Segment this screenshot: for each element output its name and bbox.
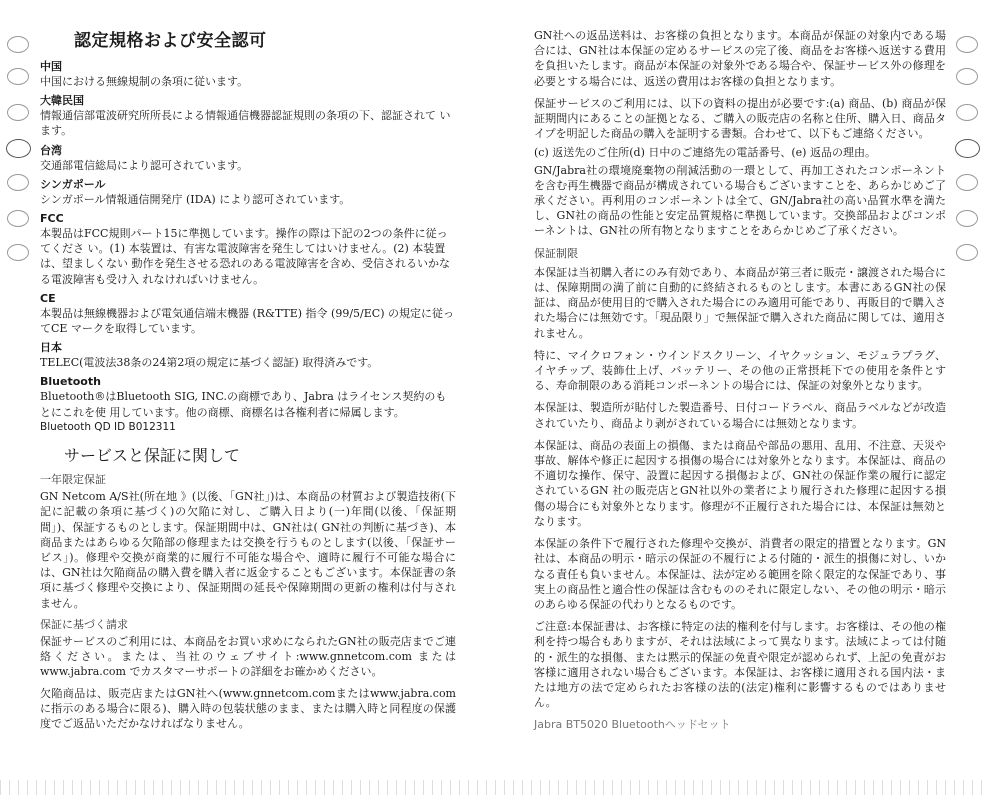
cert-body-fcc: 本製品はFCC規則パート15に準拠しています。操作の際は下記の2つの条件に従ってくださ い。(1) 本装置は、有害な電波障害を発生してはいけません。(2) 本装置は、望ましくない 動作を発生させる恐れのある電波障害を含め、受信されるいかなる電波障害も受け入 れなければいけません。 — [40, 227, 451, 286]
cert-heading-korea: 大韓民国 — [40, 94, 84, 108]
service-title: サービスと保証に関して — [64, 446, 241, 466]
refurbished-parts-paragraph: GN/Jabra社の環境廃棄物の削減活動の一環として、再加工されたコンポーネントを含む再生機器で商品が構成されている場合もございますことを、あらかじめご了承ください。再利用のコンポーネントは全て、GN/Jabra社の高い品質水準を満たし、GN社の商品の性能と安定品質規格に準拠しています。交換部品およびコンポーネントは、GN社の所有物となりますことをあらかじめご了承ください。 — [534, 163, 946, 238]
cert-heading-taiwan: 台湾 — [40, 143, 62, 157]
binder-hole — [7, 104, 29, 121]
cert-body-ce: 本製品は無線機器および電気通信端末機器 (R&TTE) 指令 (99/5/EC) の規定に従ってCE マークを取得しています。 — [40, 306, 454, 336]
binder-hole — [7, 210, 29, 227]
claim-subheading: 保証に基づく請求 — [40, 617, 128, 631]
page-title: 認定規格および安全認可 — [74, 31, 267, 51]
consumables-paragraph: 特に、マイクロフォン・ウインドスクリーン、イヤクッション、モジュラプラグ、イヤチップ、装飾仕上げ、バッテリー、その他の正常摂耗下での使用を条件とする、寿命制限のある消耗コンポーネントの場合には、保証の対象外となります。 — [534, 348, 946, 393]
binder-hole — [7, 174, 29, 191]
limitations-subheading: 保証制限 — [534, 246, 578, 260]
cert-body-china: 中国における無線規制の条項に従います。 — [40, 75, 249, 88]
claim-body: 保証サービスのご利用には、本商品をお買い求めになられたGN社の販売店までご連絡ください。または、当社のウェブサイト:www.gnnetcom.com またはwww.jabra.com でカスタマーサポートの詳細をお確かめください。 — [40, 635, 456, 679]
cert-heading-ce: CE — [40, 291, 56, 305]
legal-rights-paragraph: ご注意:本保証書は、お客様に特定の法的権利を付与します。お客様は、その他の権利を持つ場合もありますが、それは法域によって異なります。法域によっては付随的・派生的な損傷、または黙示的保証の免責や限定が認められず、上記の免責がお客様に適用されない場合もございます。本保証は、お客様に適用される国内法・または地方の法で定められたお客様の法的(法定)権利に影響するものではありません。 — [534, 620, 946, 710]
cert-body-bluetooth: Bluetooth®はBluetooth SIG, INC.の商標であり、Jabra はライセンス契約のもとにこれを使 用しています。他の商標、商標名は各権利者に帰属します。 — [40, 390, 447, 419]
return-shipping-paragraph: GN社への返品送料は、お客様の負担となります。本商品が保証の対象内である場合には、GN社は本保証の定めるサービスの完了後、商品をお客様へ返送する費用を負担いたします。商品が本保証の対象外である場合や、保証サービス外の修理を必要とする場合には、返送の費用はお客様の負担となります。 — [534, 29, 946, 88]
cert-heading-singapore: シンガポール — [40, 177, 106, 191]
binder-hole — [956, 174, 978, 191]
cert-heading-bluetooth: Bluetooth — [40, 375, 101, 389]
cert-heading-china: 中国 — [40, 60, 62, 73]
defect-return-body: 欠陥商品は、販売店またはGN社へ(www.gnnetcom.comまたはwww.jabra.comに指示のある場合に限る)、購入時の包装状態のまま、または購入時と同程度の保護度でご返品いただかなければなりません。 — [40, 686, 456, 731]
cert-body-japan: TELEC(電波法38条の24第2項の規定に基づく認証) 取得済みです。 — [40, 356, 379, 370]
binder-hole-large — [955, 139, 980, 158]
remedy-paragraph: 本保証の条件下で履行された修理や交換が、消費者の限定的措置となります。GN社は、本商品の明示・暗示の保証の不履行による付随的・派生的損傷に対し、いかなる責任も負いません。本保証は、法が定める範囲を除く限定的な保証であり、事実上の商品性と適合性の保証は含むもののそれに限定しない、その他の明示・暗示のあらゆる保証の代わりとなるものです。 — [534, 537, 946, 611]
binder-hole-large — [6, 139, 31, 158]
warranty-subheading: 一年限定保証 — [40, 473, 106, 487]
cert-heading-japan: 日本 — [40, 341, 62, 355]
binder-hole — [956, 244, 978, 261]
damage-exclusion-paragraph: 本保証は、商品の表面上の損傷、または商品や部品の悪用、乱用、不注意、天災や事故、解体や修正に起因する損傷の場合には対象外となります。本保証は、商品の不適切な操作、保守、設置に起因する損傷および、GN社の保証作業の履行に認定されているGN 社の販売店とGN社以外の業者により履行された修理に起因する損傷の場合にも対象外となります。修理が不正履行された場合には、本保証は無効となります。 — [534, 438, 946, 528]
binder-hole — [956, 104, 978, 121]
left-column — [40, 30, 456, 737]
cert-body-taiwan: 交通部電信総局により認可されています。 — [40, 158, 249, 172]
binder-hole — [7, 68, 29, 85]
contact-info-paragraph: (c) 返送先のご住所(d) 日中のご連絡先の電話番号、(e) 返品の理由。 — [534, 146, 876, 160]
binder-hole — [956, 210, 978, 227]
product-footer: Jabra BT5020 Bluetoothヘッドセット — [534, 718, 731, 732]
labels-paragraph: 本保証は、製造所が貼付した製造番号、日付コードラベル、商品ラベルなどが改造されていたり、商品より剥がされている場合には無効となります。 — [534, 401, 946, 430]
bluetooth-qd-id: Bluetooth QD ID B012311 — [40, 420, 176, 433]
cert-heading-fcc: FCC — [40, 212, 64, 226]
binder-hole — [956, 36, 978, 53]
binder-hole — [7, 244, 29, 261]
required-documents-paragraph: 保証サービスのご利用には、以下の資料の提出が必要です:(a) 商品、(b) 商品が保証期間内にあることの証拠となる、ご購入の販売店の名称と住所、購入日、商品タイプを明記した商品の購入を証明する書類。合わせて、以下もご連絡ください。 — [534, 96, 946, 141]
scan-edge-artifact — [0, 780, 987, 795]
binder-hole — [956, 68, 978, 85]
cert-body-singapore: シンガポール情報通信開発庁 (IDA) により認可されています。 — [40, 192, 351, 206]
right-column — [534, 28, 946, 733]
binder-hole — [7, 36, 29, 53]
cert-body-korea: 情報通信部電波研究所所長による情報通信機器認証規則の条項の下、認証されて い ます。 — [40, 109, 451, 138]
warranty-body: GN Netcom A/S社(所在地 》(以後、「GN社」)は、本商品の材質および製造技術(下記に記載の条項に基づく)の欠陥に対し、ご購入日より(一)年間(以後、「保証期間」)、保証するものとします。保証期間中は、GN社は( GN社の判断に基づき)、本商品またはあらゆる欠陥部の修理または交換を行うものとします(以後、「保証サービス」)。修理や交換が商業的に履行不可能な場合や、適時に履行不可能な場合には、GN社は欠陥商品の購入費を購入者に返金することもございます。本保証書の条項に基づく修理や交換により、保証期間の延長や保障期間の更新の権利は付与されません。 — [40, 490, 456, 610]
original-purchaser-paragraph: 本保証は当初購入者にのみ有効であり、本商品が第三者に販売・譲渡された場合には、保障期間の満了前に自動的に終結されるものとします。本書にあるGN社の保証は、商品が使用目的で購入された場合にのみ適用可能であり、再販目的で購入された場合には無効です。「現品限り」で無保証で購入された商品に関しては、適用されません。 — [534, 265, 946, 340]
